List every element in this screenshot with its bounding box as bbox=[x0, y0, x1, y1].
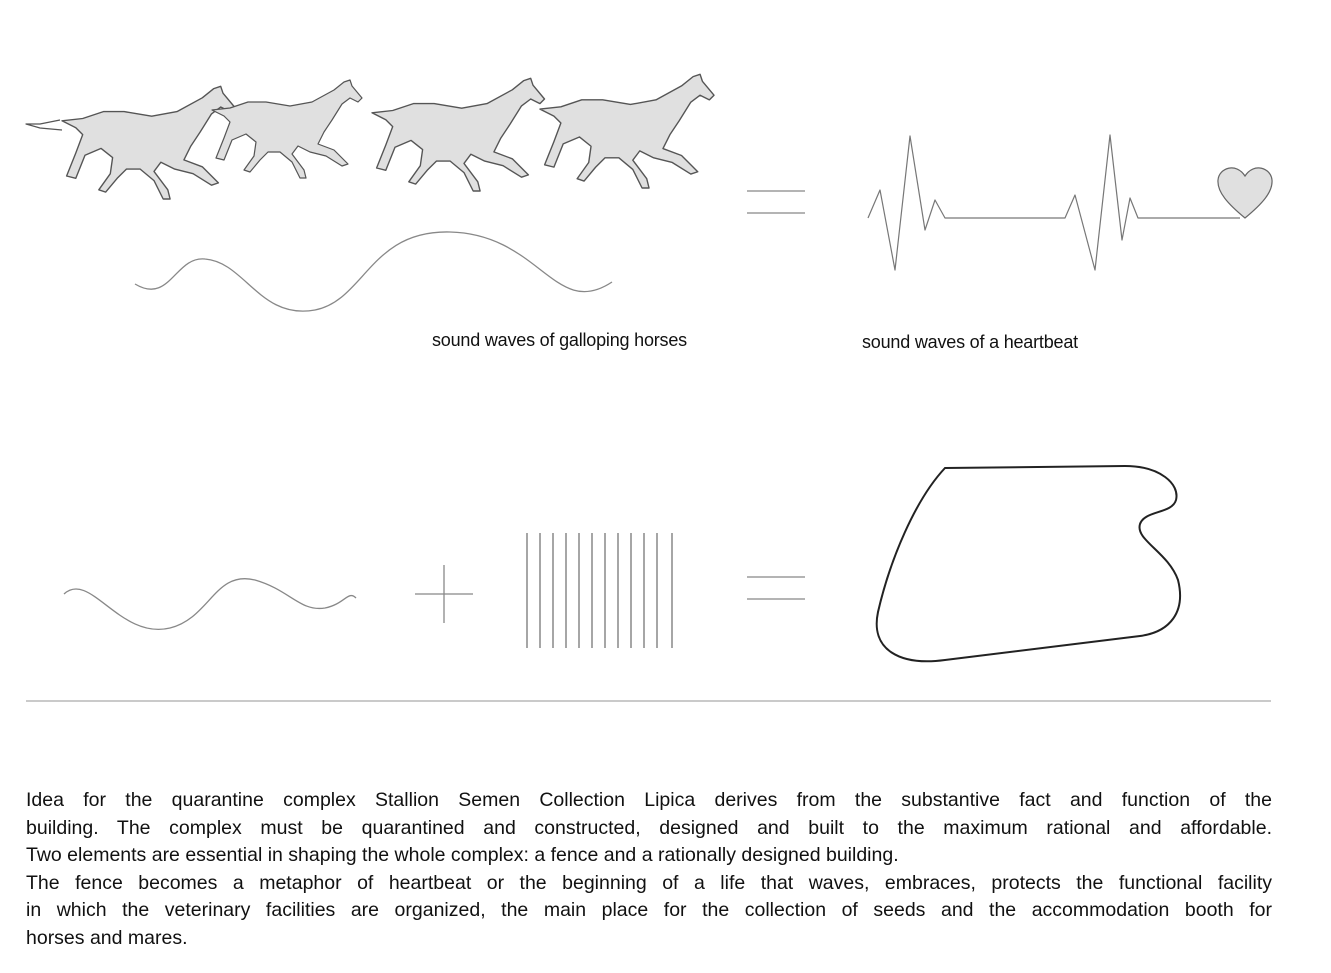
galloping-horses-illustration bbox=[26, 74, 714, 199]
description-text bbox=[26, 787, 1272, 952]
equals-icon bbox=[747, 191, 805, 213]
galloping-horse-icon bbox=[540, 74, 714, 188]
galloping-horse-icon bbox=[62, 86, 235, 199]
description-line: in which the veterinary facilities are organized, the main place for the collection of seeds and the accommodation booth for bbox=[26, 899, 1272, 921]
description-line: building. The complex must be quarantined and constructed, designed and built to the maximum rational and affordable. bbox=[26, 816, 1272, 839]
plus-icon bbox=[415, 565, 473, 623]
caption-galloping-horses: sound waves of galloping horses bbox=[432, 330, 687, 350]
galloping-sound-wave bbox=[135, 232, 612, 311]
fence-wave bbox=[64, 579, 356, 630]
site-outline-shape bbox=[877, 466, 1180, 661]
heartbeat-wave bbox=[868, 135, 1240, 270]
description-line: horses and mares. bbox=[26, 926, 188, 949]
description-line: Idea for the quarantine complex Stallion Semen Collection Lipica derives from the substantive fact and function of the bbox=[26, 789, 1272, 811]
description-line: Two elements are essential in shaping the whole complex: a fence and a rationally designed building. bbox=[26, 844, 899, 866]
horse-tail-icon bbox=[26, 120, 62, 130]
galloping-horse-icon bbox=[212, 80, 362, 178]
description-line: The fence becomes a metaphor of heartbeat or the beginning of a life that waves, embraces, protects the functional facility bbox=[26, 871, 1272, 894]
equals-icon bbox=[747, 577, 805, 599]
fence-bars bbox=[527, 533, 672, 648]
heart-icon bbox=[1218, 168, 1272, 218]
caption-heartbeat: sound waves of a heartbeat bbox=[862, 332, 1078, 352]
galloping-horse-icon bbox=[372, 78, 545, 191]
